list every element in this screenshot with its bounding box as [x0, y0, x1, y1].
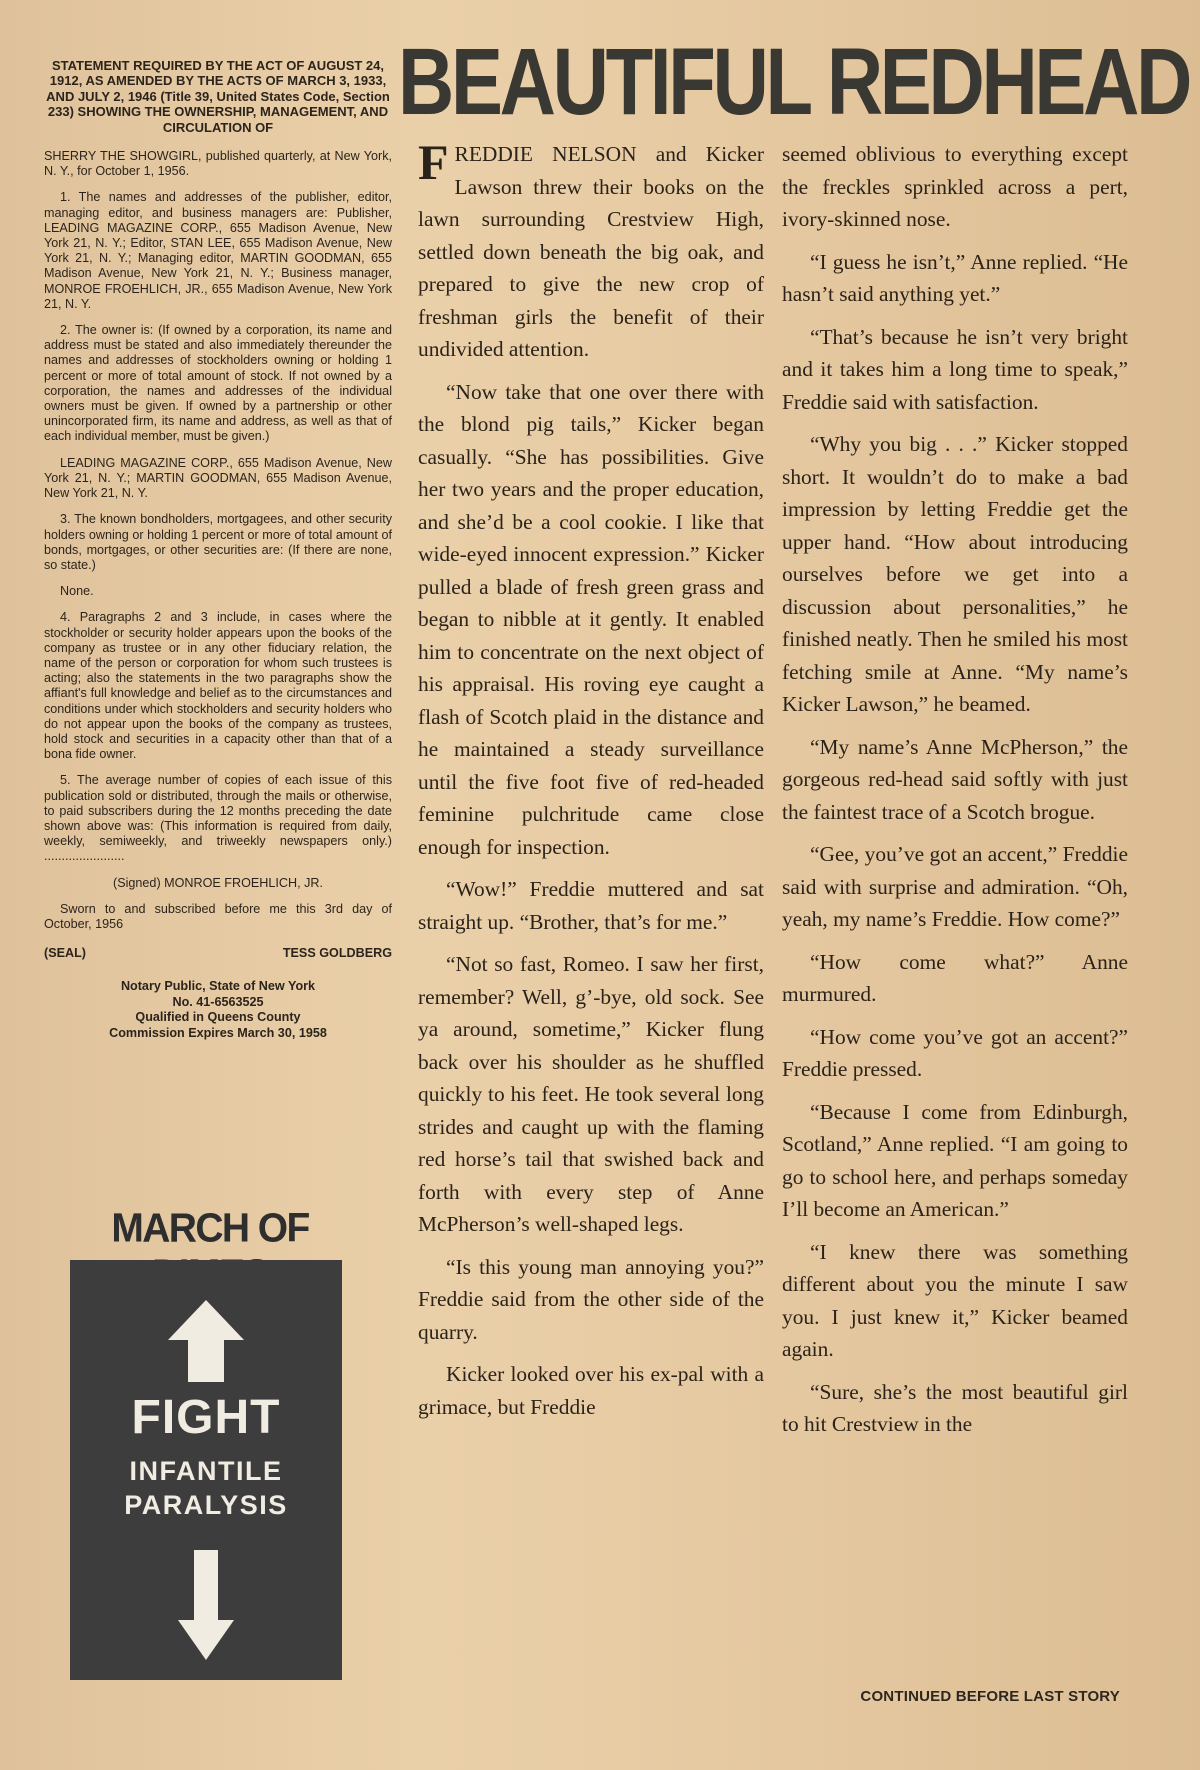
- story-headline: BEAUTIFUL REDHEAD: [398, 29, 1190, 135]
- statement-paragraph-5: 5. The average number of copies of each issue of this publication sold or distributed, through the mails or otherwise, to paid subscribers during the 12 months preceding the date shown above was: (This information is required from daily, weekly, semiweekly, and triweekly newspapers only.) .......................: [44, 773, 392, 864]
- story-column-2: [782, 138, 1128, 1451]
- story-paragraph: Kicker looked over his ex-pal with a grimace, but Freddie: [418, 1362, 764, 1419]
- story-paragraph: “Not so fast, Romeo. I saw her first, remember? Well, g’-bye, old sock. See ya around, sometime,” Kicker flung back over his shoulder as he shuffled quickly to his feet. He took several long strides and caught up with the flaming red horse’s tail that swished back and forth with every step of Anne McPherson’s well-shaped legs.: [418, 952, 764, 1236]
- statement-none: None.: [60, 584, 94, 599]
- statement-sworn: Sworn to and subscribed before me this 3rd day of October, 1956: [44, 901, 392, 931]
- notary-line: Commission Expires March 30, 1958: [109, 1025, 327, 1040]
- continued-note: CONTINUED BEFORE LAST STORY: [860, 1688, 1120, 1705]
- statement-paragraph-2: 2. The owner is: (If owned by a corporation, its name and address must be stated and also immediately thereunder the names and addresses of stockholders owning or holding 1 percent or more of total amount of stock. If not owned by a corporation, the names and addresses of the individual owners must be given. If owned by a partnership or other unincorporated firm, its name and address, as well as that of each individual member, must be given.): [44, 323, 392, 444]
- story-column-1: [418, 134, 764, 1433]
- ad-line-fight: FIGHT: [131, 1391, 281, 1444]
- story-paragraph-text: REDDIE NELSON and Kicker Lawson threw their books on the lawn surrounding Crestview High, settled down beneath the big oak, and prepared to give the new crop of freshman girls the benefit of their undivided attention.: [418, 142, 764, 361]
- march-of-dimes-ad: [70, 1260, 342, 1680]
- notary-line: No. 41-6563525: [172, 994, 264, 1009]
- march-of-dimes-title: MARCH OF: [111, 1205, 309, 1251]
- ownership-statement: [44, 58, 392, 1041]
- story-paragraph: “I knew there was something different about you the minute I saw you. I just knew it,” Kicker beamed again.: [782, 1239, 1128, 1361]
- story-paragraph: “I guess he isn’t,” Anne replied. “He hasn’t said anything yet.”: [782, 249, 1128, 306]
- statement-header: STATEMENT REQUIRED BY THE ACT OF AUGUST 24, 1912, AS AMENDED BY THE ACTS OF MARCH 3, 1933, AND JULY 2, 1946 (Title 39, United States Code, Section 233) SHOWING THE OWNERSHIP, MANAGEMENT, AND CIRCULATION OF: [46, 58, 390, 135]
- story-paragraph: “Is this young man annoying you?” Freddie said from the other side of the quarry.: [418, 1254, 764, 1344]
- story-paragraph: “Sure, she’s the most beautiful girl to hit Crestview in the: [782, 1379, 1128, 1436]
- story-paragraph: “That’s because he isn’t very bright and it takes him a long time to speak,” Freddie said with satisfaction.: [782, 324, 1128, 414]
- notary-name: TESS GOLDBERG: [282, 946, 392, 961]
- statement-paragraph-1: 1. The names and addresses of the publisher, editor, managing editor, and business managers are: Publisher, LEADING MAGAZINE CORP., 655 Madison Avenue, New York 21, N. Y.; Editor, STAN LEE, 655 Madison Avenue, New York 21, N. Y.; Managing editor, MARTIN GOODMAN, 655 Madison Avenue, New York 21, N. Y.; Business manager, MONROE FROEHLICH, JR., 655 Madison Avenue, New York 21, N. Y.: [44, 190, 392, 311]
- story-paragraph: “Gee, you’ve got an accent,” Freddie said with surprise and admiration. “Oh, yeah, my name’s Freddie. How come?”: [782, 842, 1128, 931]
- notary-block: [44, 979, 392, 1041]
- statement-paragraph-4: 4. Paragraphs 2 and 3 include, in cases where the stockholder or security holder appears upon the books of the company as trustee or in any other fiduciary relation, the name of the person or corporation for whom such trustees is acting; also the statements in the two paragraphs show the affiant's full knowledge and belief as to the circumstances and conditions under which stockholders and security holders who do not appear upon the books of the company as trustees, hold stock and securities in a capacity other than that of a bona fide owner.: [44, 610, 392, 762]
- statement-signed: (Signed) MONROE FROEHLICH, JR.: [113, 875, 323, 890]
- arrow-down-icon: [176, 1550, 236, 1660]
- story-paragraph: [418, 134, 764, 366]
- seal-row: [44, 946, 392, 961]
- story-paragraph: “My name’s Anne McPherson,” the gorgeous red-head said softly with just the faintest trace of a Scotch brogue.: [782, 734, 1128, 824]
- story-paragraph: “Now take that one over there with the blond pig tails,” Kicker began casually. “She has possibilities. Give her two years and the proper education, and she’d be a cool cookie. I like that wide-eyed innocent expression.” Kicker pulled a blade of fresh green grass and began to nibble at it gently. It enabled him to concentrate on the next object of his appraisal. His roving eye caught a flash of Scotch plaid in the distance and he maintained a steady surveillance until the five foot five of red-headed feminine pulchritude came close enough for inspection.: [418, 379, 764, 859]
- story-paragraph: “Why you big . . .” Kicker stopped short. It wouldn’t do to make a bad impression by letting Freddie get the upper hand. “How about introducing ourselves before we get into a discussion about personalities,” he finished neatly. Then he smiled his most fetching smile at Anne. “My name’s Kicker Lawson,” he beamed.: [782, 432, 1128, 716]
- ad-line-infantile: INFANTILE: [129, 1456, 283, 1486]
- story-paragraph: “Wow!” Freddie muttered and sat straight up. “Brother, that’s for me.”: [418, 877, 764, 934]
- notary-line: Notary Public, State of New York: [120, 979, 316, 994]
- statement-intro: SHERRY THE SHOWGIRL, published quarterly, at New York, N. Y., for October 1, 1956.: [44, 149, 392, 179]
- story-paragraph: “How come what?” Anne murmured.: [782, 949, 1128, 1006]
- ad-line-paralysis: PARALYSIS: [124, 1490, 288, 1520]
- arrow-up-icon: [166, 1300, 246, 1382]
- seal-label: (SEAL): [44, 946, 86, 961]
- drop-cap: F: [418, 134, 449, 190]
- notary-line: Qualified in Queens County: [135, 1010, 301, 1025]
- story-paragraph: seemed oblivious to everything except the freckles sprinkled across a pert, ivory-skinned nose.: [782, 142, 1128, 231]
- statement-paragraph-3: 3. The known bondholders, mortgagees, and other security holders owning or holding 1 percent or more of total amount of bonds, mortgages, or other securities are: (If there are none, so state.): [44, 512, 392, 572]
- statement-paragraph-2b: LEADING MAGAZINE CORP., 655 Madison Avenue, New York 21, N. Y.; MARTIN GOODMAN, 655 Madison Avenue, New York 21, N. Y.: [44, 455, 392, 501]
- story-paragraph: “How come you’ve got an accent?” Freddie pressed.: [782, 1024, 1128, 1081]
- story-paragraph: “Because I come from Edinburgh, Scotland,” Anne replied. “I am going to go to school here, and perhaps someday I’ll become an American.”: [782, 1099, 1128, 1221]
